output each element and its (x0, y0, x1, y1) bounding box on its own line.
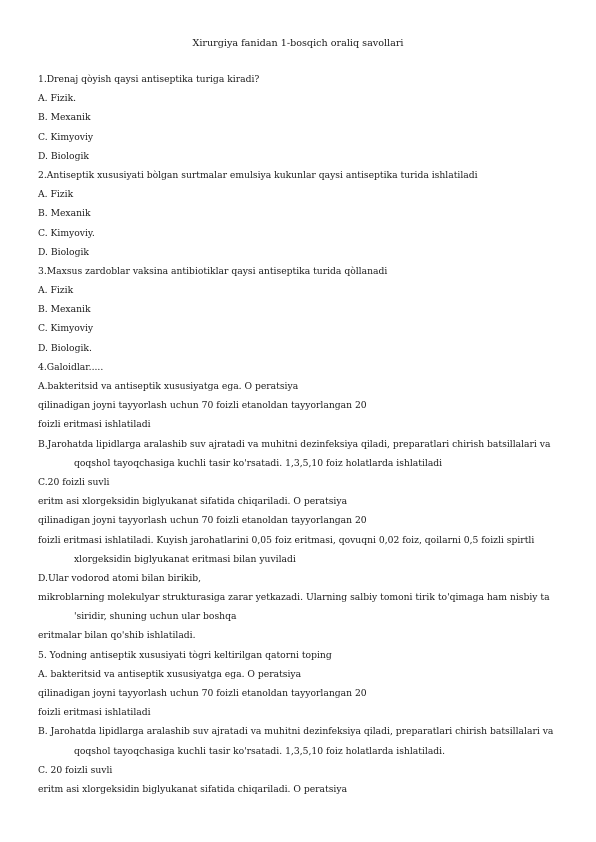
answer-line: A. Fizik (38, 189, 74, 201)
question-line: 1.Drenaj qòyish qaysi antiseptika turiga kiradi? (38, 74, 260, 85)
page-title: Xirurgiya fanidan 1-bosqich oraliq savollari (192, 38, 404, 49)
answer-line: qilinadigan joyni tayyorlash uchun 70 foizli etanoldan tayyorlangan 20 (38, 515, 367, 527)
answer-line: A. Fizik (38, 285, 74, 297)
answer-line: mikroblarning molekulyar strukturasiga zarar yetkazadi. Ularning salbiy tomoni tirik to'qimaga ham nisbiy ta (38, 592, 550, 604)
answer-line: C. Kimyoviy (38, 131, 94, 143)
answer-line: foizli eritmasi ishlatiladi. Kuyish jarohatlarini 0,05 foiz eritmasi, qovuqni 0,02 foiz, qoilarni 0,5 foizli spirtli (38, 534, 535, 546)
answer-line: B. Mexanik (38, 208, 91, 220)
continuation-line: 'siridir, shuning uchun ular boshqa (74, 611, 237, 623)
answer-line: eritm asi xlorgeksidin biglyukanat sifatida chiqariladi. O peratsiya (38, 783, 348, 795)
answer-line: A. bakteritsid va antiseptik xususiyatga ega. O peratsiya (38, 668, 302, 680)
answer-line: C. Kimyoviy. (38, 227, 95, 239)
answer-line: eritm asi xlorgeksidin biglyukanat sifatida chiqariladi. O peratsiya (38, 496, 348, 508)
answer-line: B. Mexanik (38, 112, 91, 124)
answer-line: foizli eritmasi ishlatiladi (38, 419, 151, 431)
answer-line: B.Jarohatda lipidlarga aralashib suv ajratadi va muhitni dezinfeksiya qiladi, preparatlari chirish batsillalari va (38, 438, 551, 450)
answer-line: qilinadigan joyni tayyorlash uchun 70 foizli etanoldan tayyorlangan 20 (38, 688, 367, 699)
answer-line: C.20 foizli suvli (38, 476, 110, 488)
answer-line: foizli eritmasi ishlatiladi (38, 707, 151, 719)
question-line: 4.Galoidlar..... (38, 361, 104, 373)
question-line: 2.Antiseptik xususiyati bòlgan surtmalar emulsiya kukunlar qaysi antiseptika turida ishlatiladi (38, 169, 478, 181)
question-line: 3.Maxsus zardoblar vaksina antibiotiklar qaysi antiseptika turida qòllanadi (38, 265, 388, 277)
answer-line: B. Jarohatda lipidlarga aralashib suv ajratadi va muhitni dezinfeksiya qiladi, preparatlari chirish batsillalari va (38, 726, 554, 738)
answer-line: C. Kimyoviy (38, 323, 94, 335)
answer-line: D.Ular vodorod atomi bilan birikib, (38, 572, 202, 584)
answer-line: D. Biologik (38, 246, 89, 258)
answer-line: A. Fizik. (38, 93, 77, 105)
answer-line: A.bakteritsid va antiseptik xususiyatga ega. O peratsiya (38, 381, 299, 392)
answer-line: D. Biologik (38, 150, 89, 162)
answer-line: D. Biologik. (38, 342, 92, 354)
answer-line: qilinadigan joyni tayyorlash uchun 70 foizli etanoldan tayyorlangan 20 (38, 400, 367, 412)
answer-line: B. Mexanik (38, 304, 91, 316)
continuation-line: qoqshol tayoqchasiga kuchli tasir ko'rsatadi. 1,3,5,10 foiz holatlarda ishlatiladi (74, 457, 443, 469)
answer-line: eritmalar bilan qo'shib ishlatiladi. (38, 630, 196, 642)
continuation-line: qoqshol tayoqchasiga kuchli tasir ko'rsatadi. 1,3,5,10 foiz holatlarda ishlatiladi. (74, 745, 446, 757)
continuation-line: xlorgeksidin biglyukanat eritmasi bilan yuviladi (74, 553, 296, 565)
question-line: 5. Yodning antiseptik xususiyati tògri keltirilgan qatorni toping (38, 649, 332, 661)
question-list (0, 70, 596, 799)
answer-line: C. 20 foizli suvli (38, 764, 113, 776)
